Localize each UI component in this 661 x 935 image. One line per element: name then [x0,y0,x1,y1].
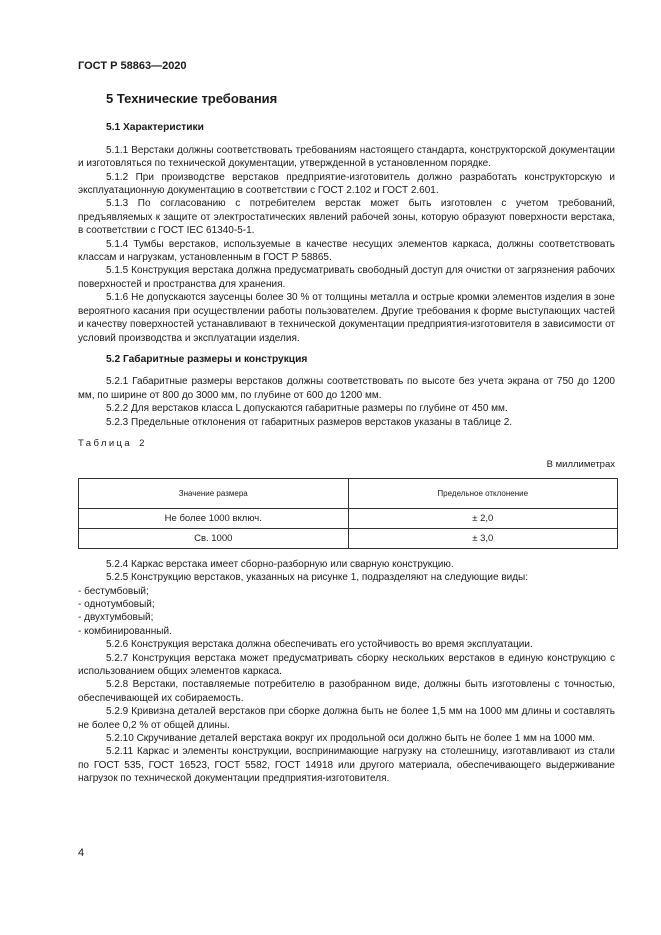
paragraph-5-2-9: 5.2.9 Кривизна деталей верстаков при сборке должна быть не более 1,5 мм на 1000 мм длины и составлять не более 0,2 % от общей длины. [78,706,615,731]
list-item: - бестумбовый; [78,585,149,597]
paragraph-5-2-10: 5.2.10 Скручивание деталей верстака вокруг их продольной оси должно быть не более 1 мм на 1000 мм. [106,733,596,745]
table-caption-word: Таблица [78,437,133,449]
table-caption [78,437,615,450]
page-number: 4 [78,847,85,859]
page-content [78,92,615,786]
table-header-cell: Значение размера [79,478,349,508]
table-cell: Не более 1000 включ. [79,508,349,528]
paragraph-5-2-2: 5.2.2 Для верстаков класса L допускаются габаритные размеры по глубине от 450 мм. [106,403,508,415]
document-header: ГОСТ Р 58863—2020 [78,60,187,72]
table-header-row [79,478,618,508]
list-item: - комбинированный. [78,625,172,637]
table-cell: ± 2,0 [348,508,618,528]
table-cell: Св. 1000 [79,528,349,548]
dimension-tolerance-table [78,478,618,549]
subsection-title-5-1: 5.1 Характеристики [106,122,204,134]
table-caption-number: 2 [139,437,145,449]
paragraph-5-1-5: 5.1.5 Конструкция верстака должна предусматривать свободный доступ для очистки от загрязнения рабочих поверхностей и пространства для хранения. [78,265,615,290]
table-units: В миллиметрах [546,459,615,471]
paragraph-5-2-1: 5.2.1 Габаритные размеры верстаков должны соответствовать по высоте без учета экрана от 750 до 1200 мм, по ширине от 800 до 3000 мм, по глубине от 600 до 1200 мм. [78,376,615,401]
table-row [79,508,618,528]
paragraph-5-2-8: 5.2.8 Верстаки, поставляемые потребителю в разобранном виде, должны быть изготовлены с точностью, обеспечивающей их собираемость. [78,679,615,704]
paragraph-5-2-4: 5.2.4 Каркас верстака имеет сборно-разборную или сварную конструкцию. [106,558,454,570]
paragraph-5-1-1: 5.1.1 Верстаки должны соответствовать требованиям настоящего стандарта, конструкторской документации и изготовляться по технической документации, утвержденной в установленном порядке. [78,144,615,170]
paragraph-5-1-4: 5.1.4 Тумбы верстаков, используемые в качестве несущих элементов каркаса, должны соответствовать классам и нагрузкам, установленным в ГОСТ Р 58865. [78,238,615,264]
table-cell: ± 3,0 [348,528,618,548]
paragraph-5-2-3: 5.2.3 Предельные отклонения от габаритных размеров верстаков указаны в таблице 2. [106,416,513,428]
paragraph-5-1-6: 5.1.6 Не допускаются заусенцы более 30 % от толщины металла и острые кромки элементов изделия в зоне вероятного касания при осуществлении работы пользователем. Другие требования к форме выступающих частей и качеству поверхностей устанавливают в технической документации предприятия-изготовителя в зависимости от условий производства и эксплуатации изделия. [78,292,615,344]
paragraph-5-2-5: 5.2.5 Конструкцию верстаков, указанных на рисунке 1, подразделяют на следующие виды: [106,572,529,584]
subsection-title-5-2: 5.2 Габаритные размеры и конструкция [106,353,308,365]
paragraph-5-2-6: 5.2.6 Конструкция верстака должна обеспечивать его устойчивость во время эксплуатации. [106,639,533,651]
table-header-cell: Предельное отклонение [348,478,618,508]
table-row [79,528,618,548]
paragraph-5-2-11: 5.2.11 Каркас и элементы конструкции, воспринимающие нагрузку на столешницу, изготавливают из стали по ГОСТ 535, ГОСТ 16523, ГОСТ 5582, ГОСТ 14918 или другого материала, обеспечивающего выдерживание нагрузок по технической документации предприятия-изготовителя. [78,746,615,785]
paragraph-5-1-2: 5.1.2 При производстве верстаков предприятие-изготовитель должно разработать конструкторскую и эксплуатационную документацию в соответствии с ГОСТ 2.102 и ГОСТ 2.601. [78,171,615,197]
list-item: - однотумбовый; [78,598,155,610]
paragraph-5-2-7: 5.2.7 Конструкция верстака может предусматривать сборку нескольких верстаков в единую конструкцию с использованием общих элементов каркаса. [78,652,615,677]
section-title: 5 Технические требования [106,91,278,106]
paragraph-5-1-3: 5.1.3 По согласованию с потребителем верстак может быть изготовлен с учетом требований, предъявляемых к защите от электростатических явлений рабочей зоны, которую образуют поверхности верстака, в соответствии с ГОСТ IEC 61340-5-1. [78,198,615,237]
list-item: - двухтумбовый; [78,612,154,624]
